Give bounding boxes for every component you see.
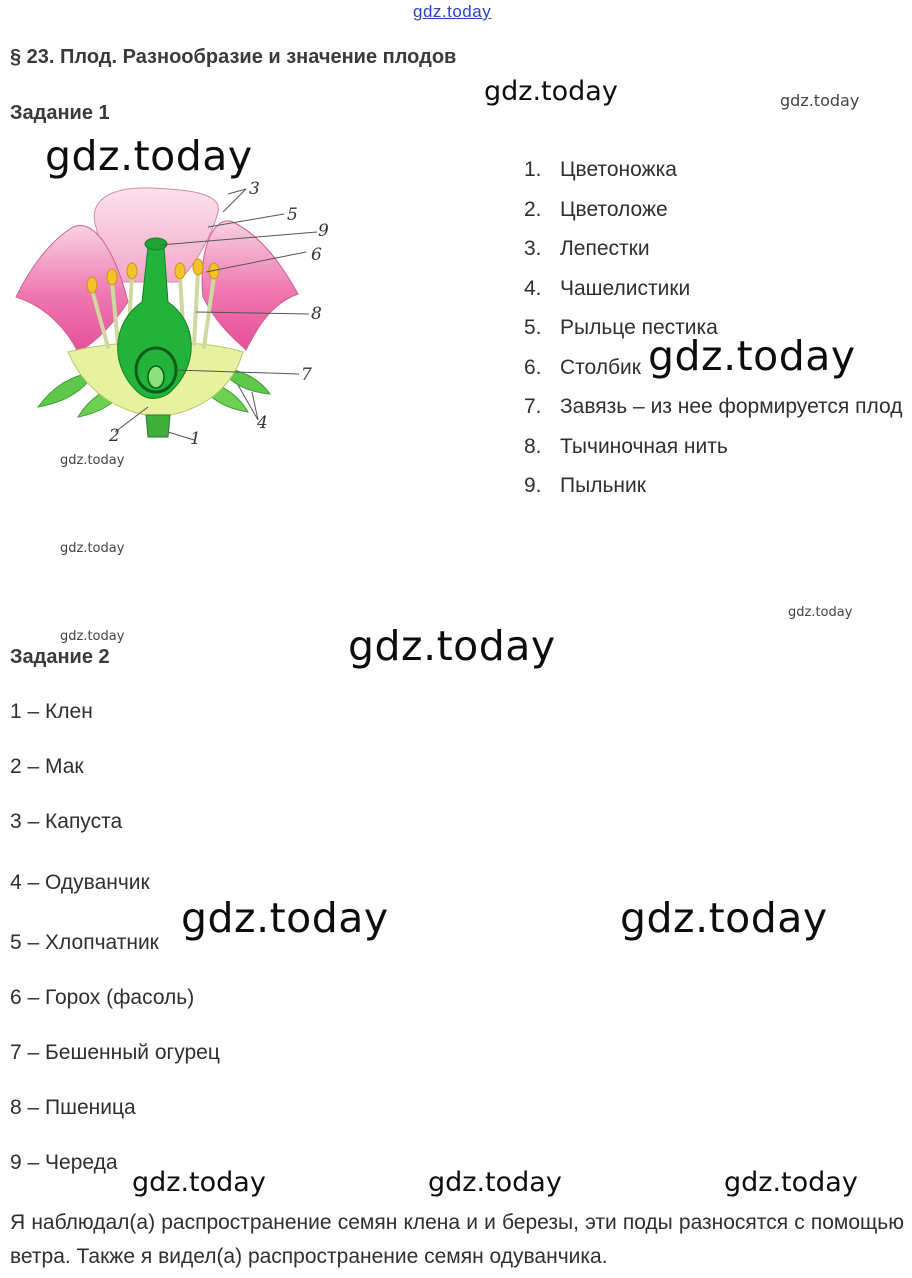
list-item: 2. Цветоложе (524, 197, 668, 221)
watermark: gdz.today (648, 332, 856, 380)
callout-1: 1 (190, 429, 201, 449)
fruit-item: 8 – Пшеница (10, 1096, 136, 1119)
watermark: gdz.today (45, 132, 253, 180)
fruit-item: 1 – Клен (10, 700, 93, 723)
watermark: gdz.today (484, 76, 618, 107)
watermark: gdz.today (181, 894, 389, 942)
page-title: § 23. Плод. Разнообразие и значение плодов (10, 46, 457, 68)
callout-7: 7 (301, 365, 312, 385)
list-item: 8. Тычиночная нить (524, 434, 728, 458)
watermark: gdz.today (428, 1167, 562, 1198)
list-item: 3. Лепестки (524, 237, 650, 260)
list-item: 4. Чашелистики (524, 276, 691, 300)
callout-9: 9 (318, 221, 329, 241)
fruit-item: 5 – Хлопчатник (10, 931, 159, 954)
fruit-item: 3 – Капуста (10, 810, 123, 833)
watermark: gdz.today (788, 605, 853, 620)
watermark: gdz.today (60, 453, 125, 468)
list-item: 6. Столбик (524, 355, 641, 379)
callout-6: 6 (311, 245, 322, 265)
fruit-item: 9 – Череда (10, 1151, 118, 1174)
callout-4: 4 (257, 413, 268, 433)
fruit-item: 6 – Горох (фасоль) (10, 986, 195, 1009)
list-item: 5. Рыльце пестика (524, 316, 718, 339)
callout-8: 8 (311, 304, 322, 324)
watermark: gdz.today (60, 541, 125, 556)
list-item: 7. Завязь – из нее формируется плод (524, 395, 903, 418)
callout-3: 3 (249, 179, 260, 199)
answer-paragraph: Я наблюдал(а) распространение семян клена и и березы, эти поды разносятся с помощью ветра. Также я видел(а) распространение семян одуванчика. (10, 1211, 904, 1268)
callout-2: 2 (109, 426, 120, 446)
watermark: gdz.today (132, 1167, 266, 1198)
flower-parts-list (524, 150, 904, 506)
watermark: gdz.today (780, 91, 860, 110)
list-item: 1. Цветоножка (524, 158, 677, 181)
site-link[interactable]: gdz.today (413, 2, 492, 21)
flower-diagram (8, 172, 338, 452)
watermark: gdz.today (348, 622, 556, 670)
watermark: gdz.today (724, 1167, 858, 1198)
watermark: gdz.today (60, 629, 125, 644)
fruit-item: 2 – Мак (10, 755, 84, 778)
fruit-item: 7 – Бешенный огурец (10, 1041, 220, 1064)
list-item: 9. Пыльник (524, 474, 646, 497)
task2-heading: Задание 2 (10, 646, 110, 668)
callout-5: 5 (287, 205, 298, 225)
task1-heading: Задание 1 (10, 102, 110, 124)
fruit-item: 4 – Одуванчик (10, 871, 150, 894)
watermark: gdz.today (620, 894, 828, 942)
